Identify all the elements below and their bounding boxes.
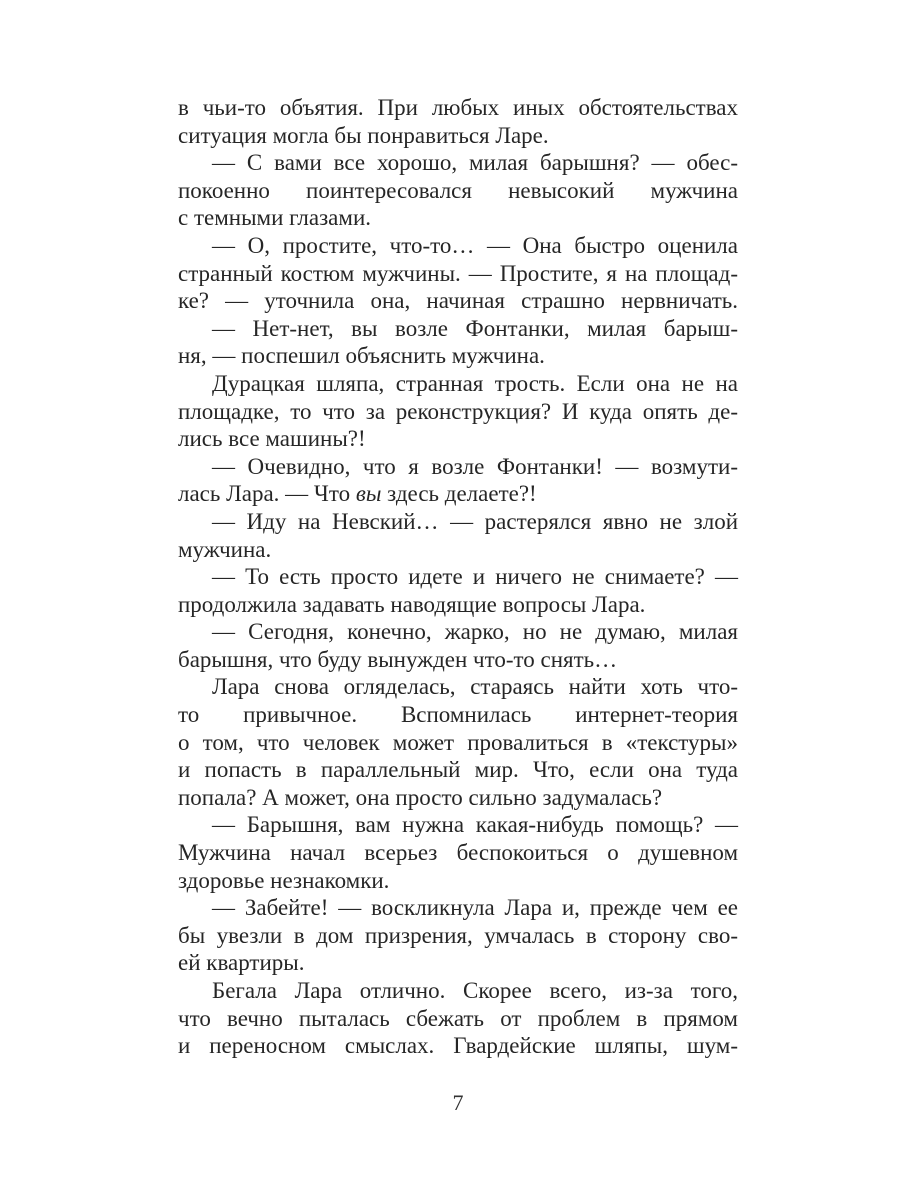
paragraph — [178, 315, 738, 370]
text-line: мужчина. — [178, 536, 272, 562]
text-line: — Нет-нет, вы возле Фонтанки, милая барыш- — [212, 315, 738, 341]
text-line: ня, — поспешил объяснить мужчина. — [178, 343, 545, 369]
text-line: — То есть просто идете и ничего не снимаете? — — [212, 564, 738, 590]
text-line: барышня, что буду вынужден что-то снять… — [178, 646, 618, 672]
text-line: Лара снова огляделась, стараясь найти хоть что- — [212, 674, 738, 700]
text-line: и попасть в параллельный мир. Что, если она туда — [178, 757, 738, 783]
text-line: здоровье незнакомки. — [178, 867, 390, 893]
text-line: — О, простите, что-то… — Она быстро оценила — [212, 232, 738, 258]
text-line: ке? — уточнила она, начиная страшно нервничать. — [178, 288, 738, 314]
text-line: ситуация могла бы понравиться Ларе. — [178, 122, 549, 148]
text-line: продолжила задавать наводящие вопросы Лара. — [178, 591, 646, 617]
text-line: и переносном смыслах. Гвардейские шляпы, шум- — [178, 1033, 738, 1059]
text-line: лись все машины?! — [178, 426, 366, 452]
paragraph — [178, 370, 738, 453]
text-line: попала? А может, она просто сильно задумалась? — [178, 784, 663, 810]
paragraph — [178, 149, 738, 232]
text-line: Мужчина начал всерьез беспокоиться о душевном — [178, 840, 738, 866]
page-number: 7 — [452, 1090, 464, 1115]
text-line: то привычное. Вспомнилась интернет-теория — [178, 702, 738, 728]
text-line: о том, что человек может провалиться в «текстуры» — [178, 729, 738, 755]
paragraph — [178, 618, 738, 673]
paragraph — [178, 811, 738, 894]
paragraph — [178, 232, 738, 315]
paragraph — [178, 508, 738, 563]
text-line: — С вами все хорошо, милая барышня? — обес- — [212, 150, 738, 176]
text-line: с темными глазами. — [178, 205, 372, 231]
text-line: бы увезли в дом призрения, умчалась в сторону сво- — [178, 922, 738, 948]
text-line: — Очевидно, что я возле Фонтанки! — возмути- — [212, 453, 738, 479]
text-line: покоенно поинтересовался невысокий мужчина — [178, 177, 738, 203]
text-line: в чьи-то объятия. При любых иных обстоятельствах — [178, 95, 738, 120]
text-line: — Барышня, вам нужна какая-нибудь помощь? — — [212, 812, 738, 838]
paragraph — [178, 673, 738, 811]
page-text — [178, 94, 738, 1060]
text-line: площадке, то что за реконструкция? И куда опять де- — [178, 398, 738, 424]
text-line: Дурацкая шляпа, странная трость. Если она не на — [212, 370, 738, 396]
paragraph — [178, 94, 738, 149]
paragraph — [178, 453, 738, 508]
text-line: ей квартиры. — [178, 950, 305, 976]
text-line: лась Лара. — Что вы здесь делаете?! — [178, 481, 537, 507]
text-line: странный костюм мужчины. — Простите, я на площад- — [178, 260, 738, 286]
text-line: — Сегодня, конечно, жарко, но не думаю, милая — [212, 619, 738, 645]
text-line: — Иду на Невский… — растерялся явно не злой — [212, 508, 738, 534]
paragraph — [178, 563, 738, 618]
paragraph — [178, 894, 738, 977]
paragraph — [178, 977, 738, 1060]
text-line: Бегала Лара отлично. Скорее всего, из-за того, — [212, 978, 738, 1003]
text-line: что вечно пыталась сбежать от проблем в прямом — [178, 1005, 738, 1031]
text-line: — Забейте! — воскликнула Лара и, прежде чем ее — [212, 895, 738, 921]
